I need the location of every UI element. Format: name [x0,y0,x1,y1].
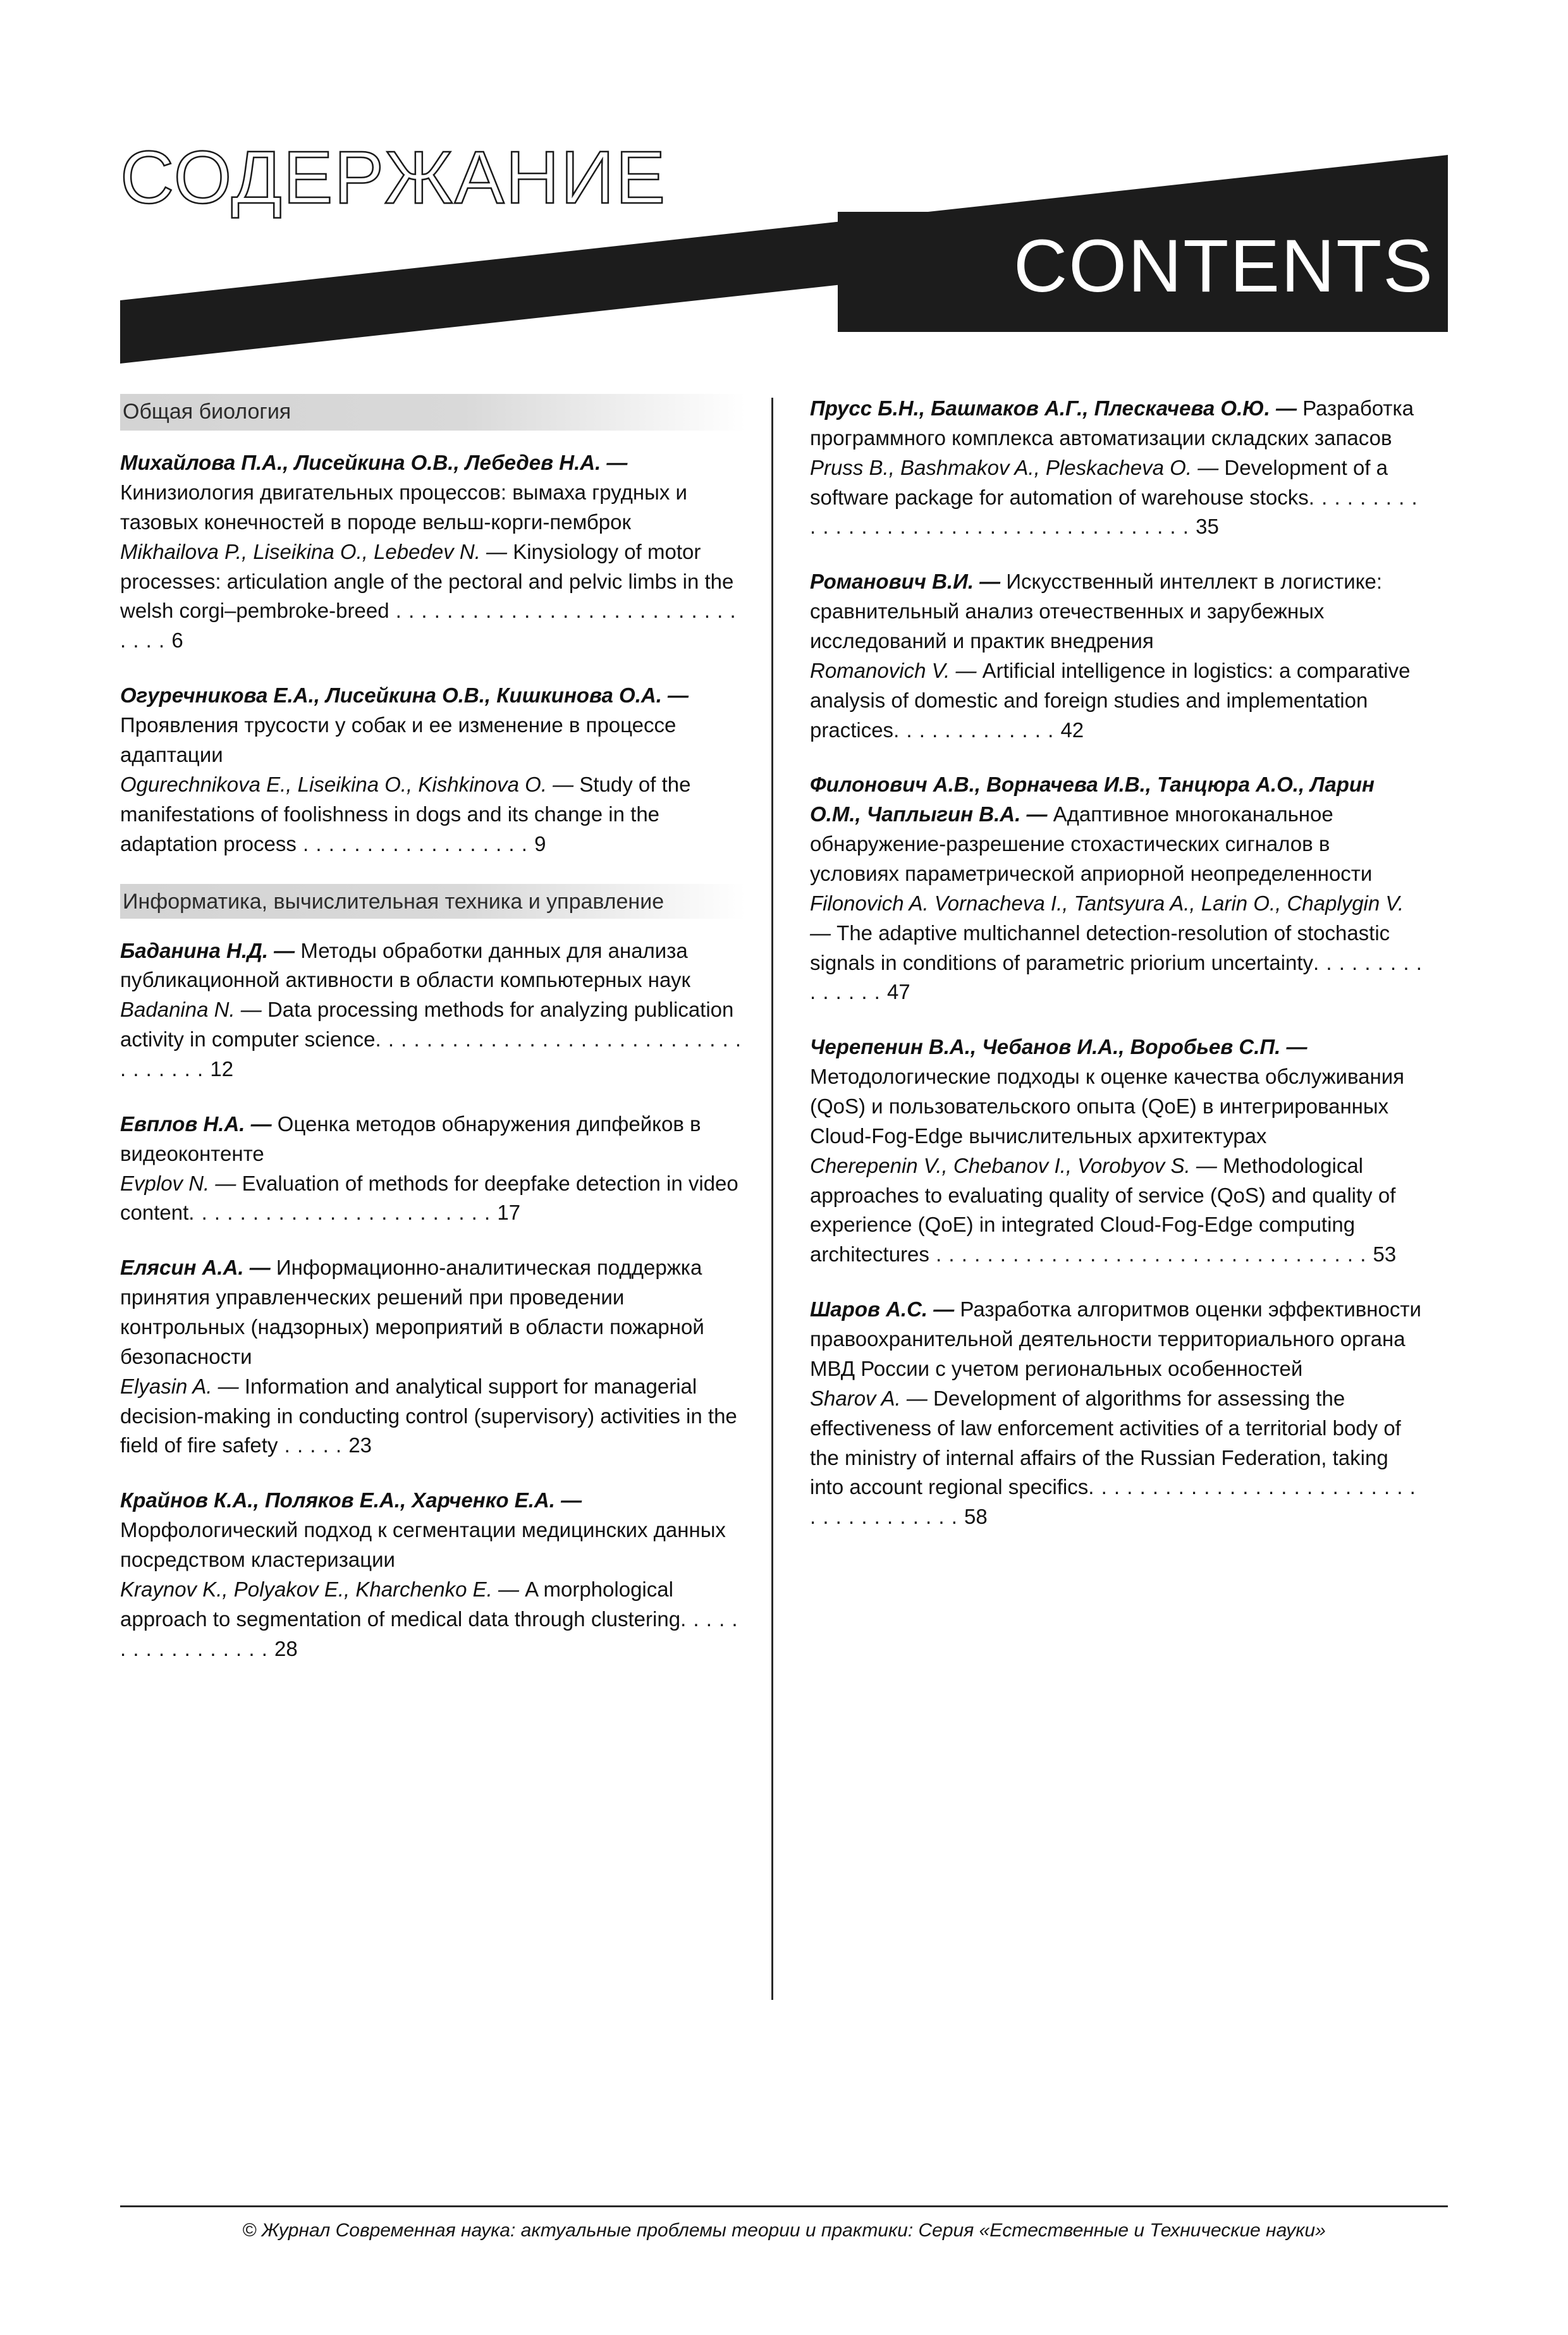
toc-authors-en: Elyasin A. — [120,1374,245,1398]
toc-title-ru: Разработка программного комплекса автоматизации складских запасов [810,396,1414,450]
toc-entry-ru [810,1295,1424,1384]
toc-entry-en [810,656,1424,745]
toc-title-ru: Искусственный интеллект в логистике: сравнительный анализ отечественных и зарубежных исследований и практик внедрения [810,570,1383,653]
toc-page-number: 42 [1060,718,1084,742]
toc-page-number: 17 [497,1201,521,1225]
toc-title-en: Development of a software package for automation of warehouse stocks [810,455,1388,509]
toc-authors-en: Pruss B., Bashmakov A., Pleskacheva O. — [810,455,1225,479]
toc-page-number: 6 [171,628,183,653]
toc-page-number: 28 [274,1636,298,1660]
toc-entry[interactable] [810,567,1424,745]
contents-page [0,117,1568,2335]
toc-entry[interactable] [120,936,746,1084]
toc-title-ru: Информационно-аналитическая поддержка принятия управленческих решений при проведении контрольных (надзорных) мероприятий в области пожарной безопасности [120,1256,704,1368]
toc-entry-ru [120,448,746,537]
toc-leader-dots: . . . . . . . . . . . . . . . [810,950,1423,1004]
toc-entry[interactable] [120,1486,746,1664]
toc-authors-en: Filonovich A. Vornacheva I., Tantsyura A., Larin O., Chaplygin V. — [810,891,1404,945]
toc-entry-en [120,1575,746,1664]
toc-authors-ru: Евплов Н.А. — [120,1112,278,1136]
page-header [120,117,1448,364]
toc-leader-dots: . . . . . . . . . . . . . [893,718,1061,742]
toc-title-ru: Методологические подходы к оценке качества обслуживания (QoS) и пользовательского опыта (QoE) в интегрированных Cloud-Fog-Edge вычислительных архитектурах [810,1065,1405,1148]
toc-title-en: Study of the manifestations of foolishness in dogs and its change in the adaptation process [120,772,691,855]
toc-authors-en: Romanovich V. — [810,658,983,682]
toc-title-en: Information and analytical support for managerial decision-making in conducting control (supervisory) activities in the field of fire safety [120,1374,737,1457]
page-title-ru: СОДЕРЖАНИЕ [120,136,667,219]
footer-copyright: © Журнал Современная наука: актуальные проблемы теории и практики: Серия «Естественные и Технические науки» [242,2220,1326,2241]
toc-page-number: 12 [210,1057,234,1081]
toc-entry-en [810,1384,1424,1532]
column-right [773,394,1424,2019]
toc-title-ru: Адаптивное многоканальное обнаружение-разрешение стохастических сигналов в условиях параметрической априорной неопределенности [810,802,1373,886]
toc-entry[interactable] [810,1033,1424,1270]
toc-authors-ru: Баданина Н.Д. — [120,938,301,962]
column-left [120,394,771,2019]
toc-leader-dots: . . . . . . . . . . . . . . . . . . . . . . . . . . . . . . . . . . . . . . [810,1475,1416,1529]
toc-title-en: Artificial intelligence in logistics: a comparative analysis of domestic and foreign studies and implementation practices [810,658,1411,742]
toc-authors-en: Mikhailova P., Liseikina O., Lebedev N. — [120,539,513,563]
toc-authors-ru: Елясин А.А. — [120,1256,276,1280]
toc-title-en: Kinysiology of motor processes: articulation angle of the pectoral and pelvic limbs in the welsh corgi–pembroke-breed [120,539,734,623]
toc-entry-en [810,889,1424,1007]
toc-title-ru: Разработка алгоритмов оценки эффективности правоохранительной деятельности территориального органа МВД России с учетом региональных особенностей [810,1297,1421,1380]
toc-leader-dots: . . . . . . . . . . . . . . . . . [120,1607,738,1660]
toc-authors-ru: Романович В.И. — [810,570,1007,594]
toc-page-number: 53 [1373,1242,1397,1266]
toc-authors-ru: Прусс Б.Н., Башмаков А.Г., Плескачева О.Ю. — [810,396,1303,420]
toc-leader-dots: . . . . . [278,1433,349,1457]
toc-authors-en: Kraynov K., Polyakov E., Kharchenko E. — [120,1577,525,1601]
toc-entry-ru [120,1110,746,1169]
toc-title-en: Evaluation of methods for deepfake detection in video content [120,1171,738,1225]
toc-entry-en [120,1169,746,1229]
toc-authors-en: Cherepenin V., Chebanov I., Vorobyov S. — [810,1153,1223,1177]
toc-entry[interactable] [120,448,746,656]
toc-leader-dots: . . . . . . . . . . . . . . . . . . . . . . . . . . . . . . . [120,599,737,653]
toc-title-en: A morphological approach to segmentation of medical data through clustering [120,1577,681,1631]
toc-title-ru: Морфологический подход к сегментации медицинских данных посредством кластеризации [120,1518,726,1572]
contents-columns [120,394,1448,2019]
toc-page-number: 47 [887,980,910,1004]
toc-authors-en: Sharov A. — [810,1386,934,1410]
toc-title-ru: Оценка методов обнаружения дипфейков в видеоконтенте [120,1112,701,1165]
toc-entry-ru [120,1253,746,1371]
toc-entry-ru [810,394,1424,453]
toc-page-number: 58 [964,1505,988,1529]
toc-leader-dots: . . . . . . . . . . . . . . . . . . [296,831,535,855]
toc-entry-ru [810,567,1424,656]
toc-entry-ru [120,936,746,996]
toc-entry[interactable] [810,1295,1424,1532]
toc-leader-dots: . . . . . . . . . . . . . . . . . . . . . . . . . . . . . . . . . . . . . . . [810,485,1418,539]
toc-entry-ru [120,1486,746,1575]
section-heading-informatics: Информатика, вычислительная техника и управление [120,884,746,918]
page-footer [120,2205,1448,2241]
toc-authors-ru: Крайнов К.А., Поляков Е.А., Харченко Е.А. — [120,1488,582,1512]
toc-title-en: Data processing methods for analyzing publication activity in computer science [120,998,734,1051]
toc-page-number: 23 [348,1433,372,1457]
toc-entry-en [120,1372,746,1461]
toc-entry-en [120,770,746,859]
toc-entry[interactable] [120,681,746,859]
toc-entry-en [810,453,1424,542]
toc-entry-en [120,537,746,656]
toc-entry-en [810,1151,1424,1270]
toc-entry-ru [810,770,1424,888]
toc-title-ru: Проявления трусости у собак и ее изменение в процессе адаптации [120,713,677,766]
toc-leader-dots: . . . . . . . . . . . . . . . . . . . . . . . . . . . . . . . . . . . . [120,1027,742,1081]
toc-entry[interactable] [810,770,1424,1007]
toc-page-number: 9 [534,831,546,855]
toc-entry[interactable] [120,1110,746,1228]
toc-entry-ru [120,681,746,770]
toc-title-ru: Методы обработки данных для анализа публикационной активности в области компьютерных наук [120,938,690,992]
toc-leader-dots: . . . . . . . . . . . . . . . . . . . . . . . . . . . . . . . . . . [929,1242,1373,1266]
toc-authors-ru: Филонович А.В., Ворначева И.В., Танцюра А.О., Ларин О.М., Чаплыгин В.А. — [810,773,1375,826]
toc-title-en: Methodological approaches to evaluating quality of service (QoS) and quality of experience (QoE) in integrated Cloud-Fog-Edge computing architectures [810,1153,1396,1266]
toc-entry-en [120,995,746,1084]
page-title-en: CONTENTS [1014,224,1434,308]
toc-authors-ru: Михайлова П.А., Лисейкина О.В., Лебедев Н.А. — [120,451,628,475]
toc-authors-ru: Черепенин В.А., Чебанов И.А., Воробьев С.П. — [810,1035,1308,1059]
toc-title-en: The adaptive multichannel detection-resolution of stochastic signals in conditions of parametric priorium uncertainty [810,921,1390,974]
toc-authors-en: Badanina N. — [120,998,267,1022]
toc-leader-dots: . . . . . . . . . . . . . . . . . . . . . . . . [188,1201,498,1225]
toc-page-number: 35 [1196,515,1219,539]
toc-entry[interactable] [120,1253,746,1461]
toc-authors-ru: Огуречникова Е.А., Лисейкина О.В., Кишкинова О.А. — [120,683,689,708]
toc-title-ru: Кинизиология двигательных процессов: вымаха грудных и тазовых конечностей в породе вельш-корги-пемброк [120,481,687,534]
toc-authors-en: Ogurechnikova E., Liseikina O., Kishkinova O. — [120,772,580,796]
toc-entry-ru [810,1033,1424,1151]
section-heading-general-biology: Общая биология [120,394,746,431]
toc-authors-en: Evplov N. — [120,1171,242,1195]
toc-title-en: Development of algorithms for assessing the effectiveness of law enforcement activities of a territorial body of the ministry of internal affairs of the Russian Federation, taking into account regional specifics [810,1386,1401,1499]
toc-entry[interactable] [810,394,1424,542]
toc-authors-ru: Шаров А.С. — [810,1297,960,1321]
